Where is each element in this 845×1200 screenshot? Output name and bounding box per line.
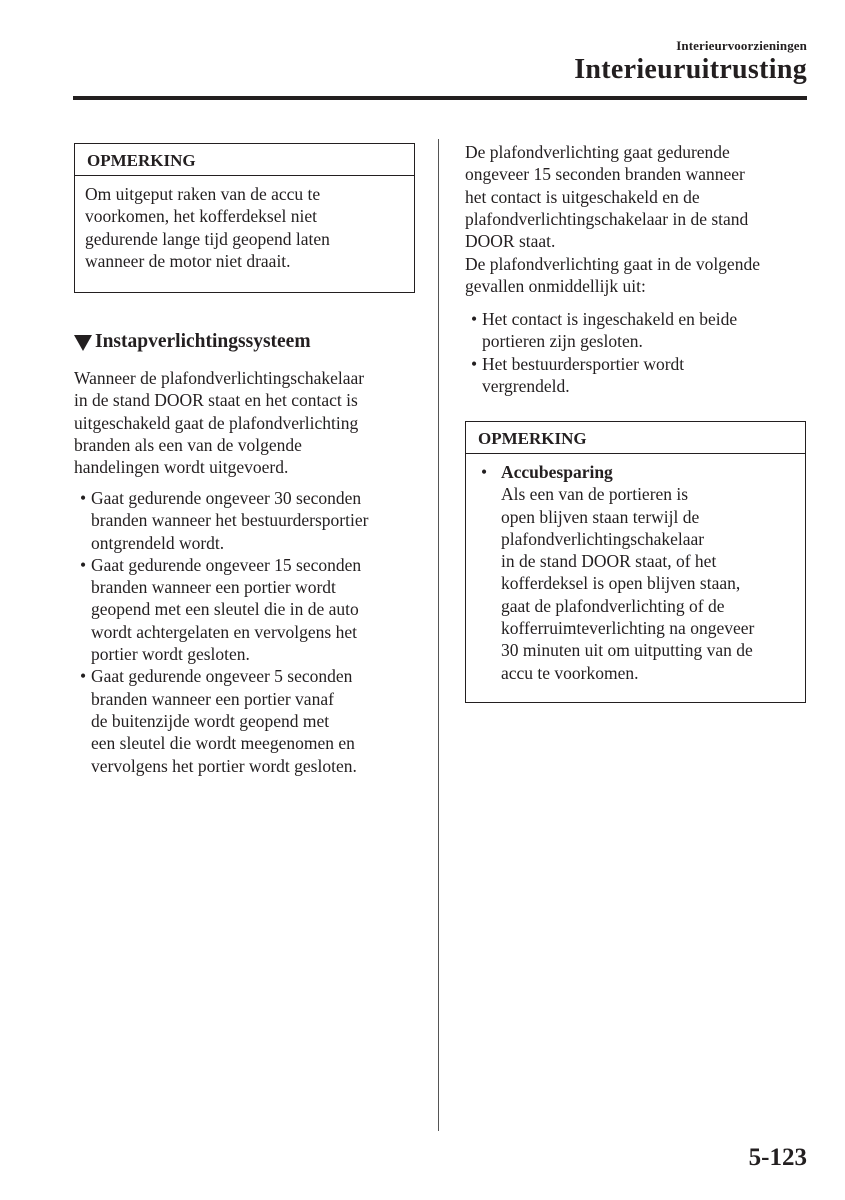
section-heading-text: Instapverlichtingssysteem (95, 331, 311, 352)
note-heading: OPMERKING (478, 429, 587, 448)
text-line: de buitenzijde wordt geopend met (91, 710, 330, 731)
bullet-icon: • (80, 488, 87, 508)
note-body (75, 175, 414, 280)
text-line: in de stand DOOR staat, of het (501, 551, 717, 572)
text-line: handelingen wordt uitgevoerd. (74, 457, 289, 478)
text-line: Gaat gedurende ongeveer 5 seconden (91, 666, 353, 687)
text-line: plafondverlichtingschakelaar (501, 528, 705, 549)
text-line: voorkomen, het kofferdeksel niet (85, 206, 317, 227)
column-divider (438, 139, 439, 1131)
text-line: Wanneer de plafondverlichtingschakelaar (74, 368, 365, 388)
text-line: portier wordt gesloten. (91, 644, 250, 665)
text-line: plafondverlichtingschakelaar in de stand (465, 208, 749, 229)
section-label: Interieurvoorzieningen (676, 38, 807, 53)
text-line: wanneer de motor niet draait. (85, 250, 291, 271)
paragraph-timeout (465, 141, 810, 252)
text-line: branden wanneer een portier vanaf (91, 688, 334, 709)
text-line: vervolgens het portier wordt gesloten. (91, 755, 357, 776)
bullet-icon: • (471, 353, 478, 374)
text-line: Gaat gedurende ongeveer 30 seconden (91, 488, 362, 508)
note-item-title: Accubesparing (501, 462, 613, 482)
note-heading: OPMERKING (87, 151, 196, 170)
intro-paragraph (74, 367, 419, 478)
text-line: Om uitgeput raken van de accu te (85, 184, 321, 204)
text-line: branden als een van de volgende (74, 434, 302, 455)
text-line: accu te voorkomen. (501, 662, 639, 683)
text-line: gedurende lange tijd geopend laten (85, 228, 330, 249)
text-line: ontgrendeld wordt. (91, 532, 225, 553)
text-line: in de stand DOOR staat en het contact is (74, 390, 358, 411)
bullet-list (75, 487, 420, 777)
bullet-list (466, 308, 811, 397)
text-line: Het contact is ingeschakeld en beide (482, 309, 738, 329)
triangle-down-icon (74, 335, 92, 351)
bullet-icon: • (471, 309, 478, 329)
section-heading (74, 331, 311, 353)
text-line: uitgeschakeld gaat de plafondverlichting (74, 412, 359, 433)
note-box-battery-saver (465, 421, 806, 703)
page-title: Interieuruitrusting (574, 54, 807, 85)
text-line: vergrendeld. (482, 375, 570, 396)
text-line: Het bestuurdersportier wordt (482, 353, 685, 374)
text-line: portieren zijn gesloten. (482, 331, 643, 352)
note-item (476, 461, 795, 684)
text-line: De plafondverlichting gaat gedurende (465, 142, 730, 162)
header-rule (73, 96, 807, 100)
text-line: Gaat gedurende ongeveer 15 seconden (91, 554, 362, 575)
text-line: een sleutel die wordt meegenomen en (91, 733, 355, 754)
text-line: Als een van de portieren is (501, 484, 689, 505)
page-number: 5-123 (748, 1144, 807, 1171)
bullet-icon: • (80, 554, 87, 575)
text-line: het contact is uitgeschakeld en de (465, 186, 700, 207)
text-line: geopend met een sleutel die in de auto (91, 599, 359, 620)
text-line: gevallen onmiddellijk uit: (465, 276, 646, 297)
text-line: branden wanneer het bestuurdersportier (91, 510, 369, 531)
bullet-icon: • (481, 462, 488, 482)
bullet-icon: • (80, 666, 87, 687)
list-item (75, 665, 420, 776)
text-line: branden wanneer een portier wordt (91, 577, 336, 598)
text-line: wordt achtergelaten en vervolgens het (91, 621, 357, 642)
text-line: open blijven staan terwijl de (501, 506, 700, 527)
text-line: kofferdeksel is open blijven staan, (501, 573, 741, 594)
list-item (466, 353, 811, 398)
text-line: De plafondverlichting gaat in de volgende (465, 254, 760, 274)
text-line: 30 minuten uit om uitputting van de (501, 640, 753, 661)
list-item (75, 487, 420, 554)
text-line: DOOR staat. (465, 231, 556, 252)
text-line: gaat de plafondverlichting of de (501, 595, 725, 616)
text-line: kofferruimteverlichting na ongeveer (501, 618, 755, 639)
note-body (466, 453, 805, 692)
list-item (75, 554, 420, 665)
paragraph-immediate-off (465, 253, 810, 298)
note-box-battery (74, 143, 415, 293)
list-item (466, 308, 811, 353)
text-line: ongeveer 15 seconden branden wanneer (465, 164, 745, 185)
